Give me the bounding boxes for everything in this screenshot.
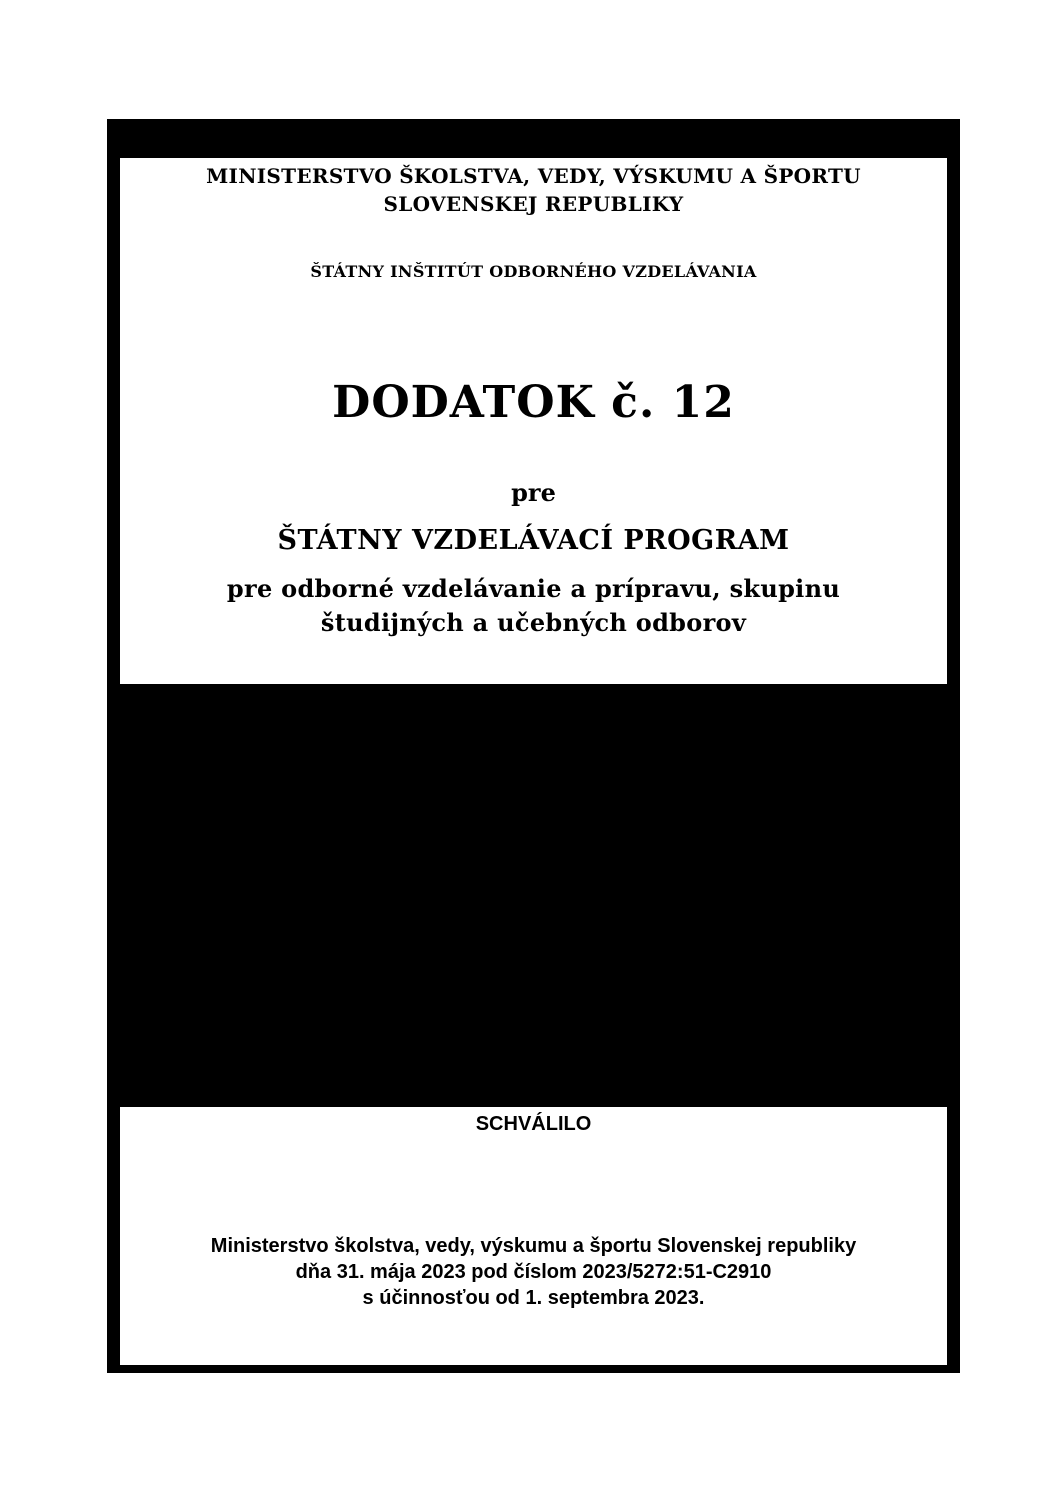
approval-line-1: Ministerstvo školstva, vedy, výskumu a športu Slovenskej republiky [210,1235,857,1257]
document-title: DODATOK č. 12 [332,377,735,428]
program-subtitle-line-1: pre odborné vzdelávanie a prípravu, skupinu [226,574,841,603]
pre-label: pre [511,478,556,507]
program-subtitle [120,572,947,640]
approval-details [120,1233,947,1311]
ministry-line-1: MINISTERSTVO ŠKOLSTVA, VEDY, VÝSKUMU A ŠPORTU [206,164,861,188]
ministry-line-2: SLOVENSKEJ REPUBLIKY [383,192,684,216]
title-box [120,158,947,684]
approval-box [120,1107,947,1365]
institute-heading: ŠTÁTNY INŠTITÚT ODBORNÉHO VZDELÁVANIA [310,262,757,281]
approval-line-3: s účinnosťou od 1. septembra 2023. [362,1287,705,1309]
approved-label: SCHVÁLILO [475,1113,592,1135]
approval-line-2: dňa 31. mája 2023 pod číslom 2023/5272:51-C2910 [295,1261,772,1283]
program-title: ŠTÁTNY VZDELÁVACÍ PROGRAM [277,525,790,556]
program-subtitle-line-2: študijných a učebných odborov [320,608,747,637]
ministry-heading [120,162,947,218]
